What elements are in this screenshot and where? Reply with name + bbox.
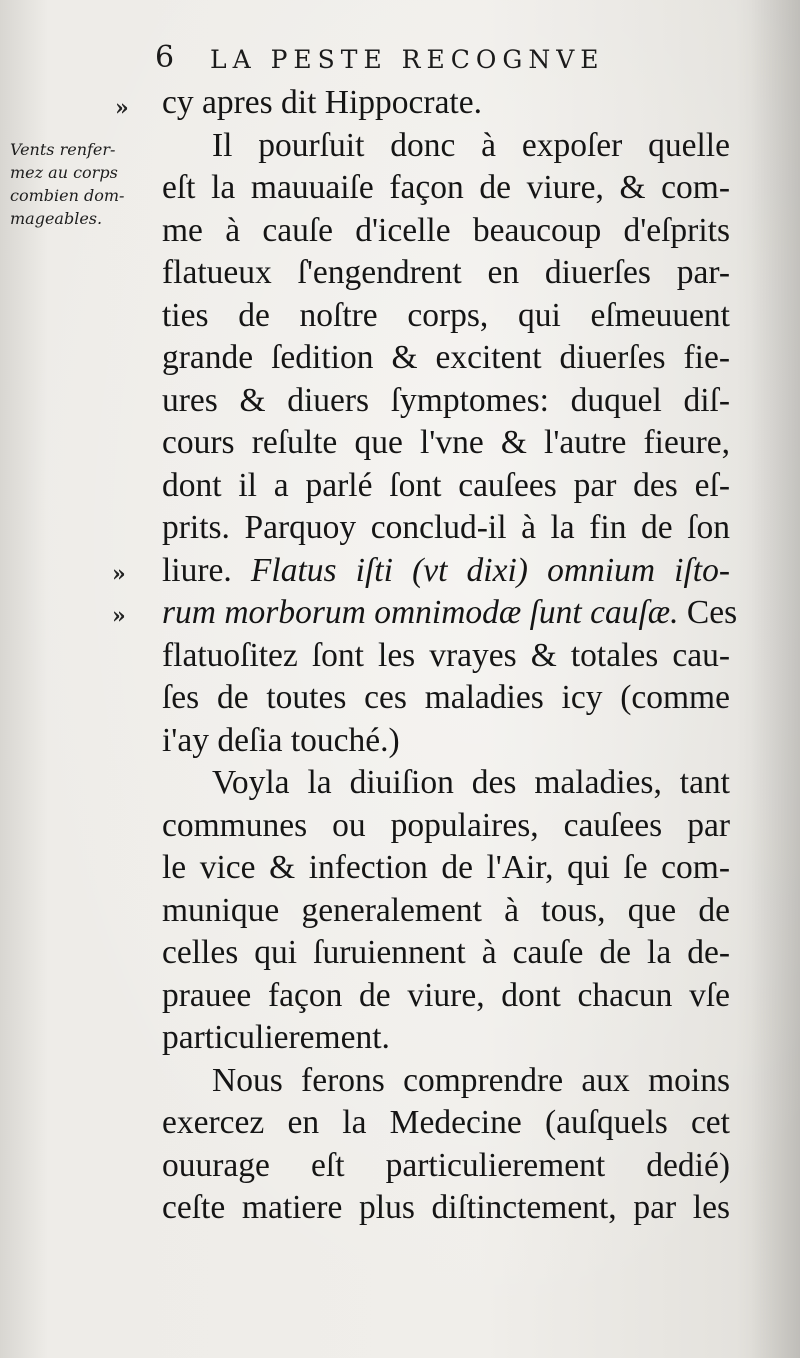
text-line: prauee façon de viure, dont chacun vſe xyxy=(162,976,730,1014)
text-line: ceſte matiere plus diſtinctement, par les xyxy=(162,1189,730,1226)
text-line: cy apres dit Hippocrate. xyxy=(162,84,482,121)
margin-note xyxy=(10,138,150,230)
text-line: grande ſedition & excitent diuerſes fie- xyxy=(162,339,730,376)
margin-note-line: mageables. xyxy=(10,209,103,228)
margin-note-line: mez au corps xyxy=(10,163,118,182)
quote-mark: » xyxy=(112,603,126,629)
margin-note-line: combien dom- xyxy=(10,186,125,205)
running-head xyxy=(155,40,635,80)
header-title: LA PESTE RECOGNVE xyxy=(210,45,605,74)
text-line: eſt la mauuaiſe façon de viure, & com- xyxy=(162,169,730,206)
text-line: prits. Parquoy conclud-il à la fin de ſon xyxy=(162,509,730,546)
text-line: cours reſulte que l'vne & l'autre fieure, xyxy=(162,424,730,461)
text-line: flatuoſitez ſont les vrayes & totales cau- xyxy=(162,636,730,674)
text-line: munique generalement à tous, que de xyxy=(162,891,730,929)
text-line: flatueux ſ'engendrent en diuerſes par- xyxy=(162,254,730,291)
latin-quote: Flatus iſti (vt dixi) omnium iſto- xyxy=(250,551,731,589)
text-line: Nous ferons comprendre aux moins xyxy=(212,1061,730,1099)
text-line: ures & diuers ſymptomes: duquel diſ- xyxy=(162,381,730,419)
text-line: ſes de toutes ces maladies icy (comme xyxy=(162,679,730,716)
latin-quote: rum morborum omnimodæ ſunt cauſæ. xyxy=(162,594,679,631)
text-line: celles qui ſuruiennent à cauſe de la de- xyxy=(162,934,730,971)
text-line: particulierement. xyxy=(162,1019,390,1056)
text-line: exercez en la Medecine (auſquels cet xyxy=(162,1104,730,1141)
page-edge-shadow xyxy=(750,0,800,1358)
text-line-mixed xyxy=(162,550,730,593)
text-line: dont il a parlé ſont cauſees par des eſ- xyxy=(162,466,730,504)
text-line: ouurage eſt particulierement dedié) xyxy=(162,1146,730,1184)
text-line: Il pourſuit donc à expoſer quelle xyxy=(212,126,730,164)
page-number: 6 xyxy=(155,40,175,75)
text-fragment: liure. xyxy=(162,551,232,589)
text-line: me à cauſe d'icelle beaucoup d'eſprits xyxy=(162,211,730,249)
quote-mark: » xyxy=(112,561,126,587)
text-line: i'ay deſia touché.) xyxy=(162,721,400,759)
text-line: ties de noſtre corps, qui eſmeuuent xyxy=(162,296,730,334)
text-line: le vice & infection de l'Air, qui ſe com- xyxy=(162,849,730,886)
text-line: communes ou populaires, cauſees par xyxy=(162,806,730,844)
text-line: Voyla la diuiſion des maladies, tant xyxy=(212,764,730,801)
quote-mark: » xyxy=(115,95,129,121)
margin-note-line: Vents renfer- xyxy=(10,140,116,159)
text-fragment: Ces xyxy=(686,594,738,631)
body-text xyxy=(162,82,738,1230)
text-line-mixed xyxy=(162,592,738,635)
